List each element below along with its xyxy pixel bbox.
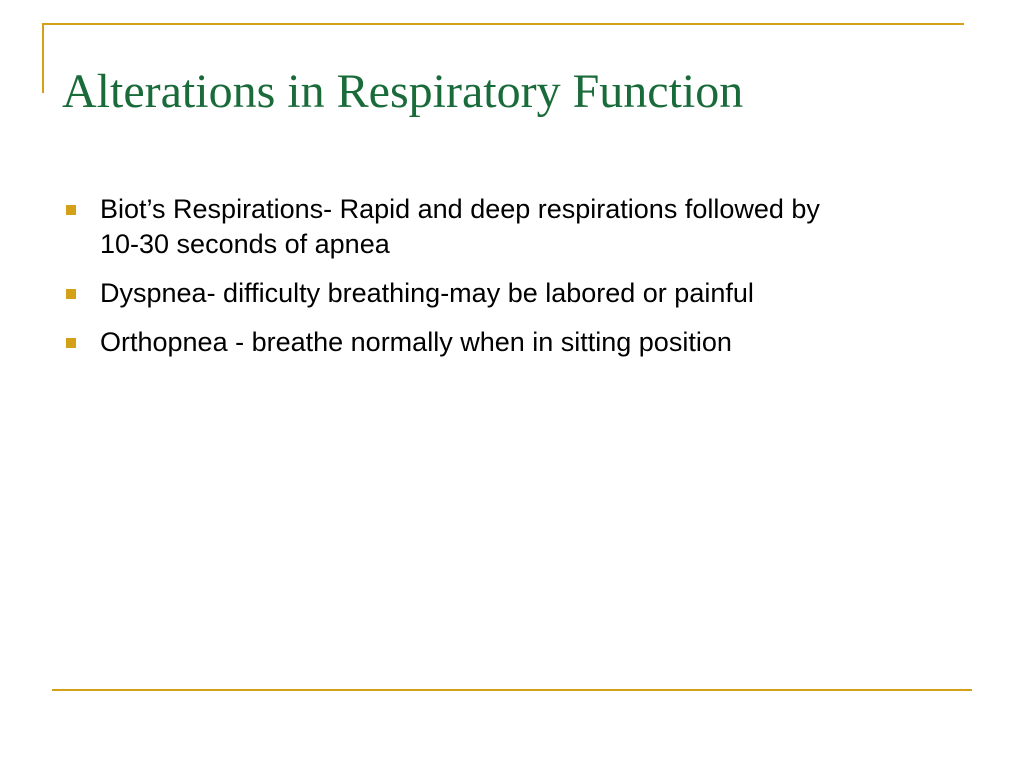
slide-title: Alterations in Respiratory Function bbox=[62, 65, 744, 118]
top-frame-line bbox=[42, 23, 964, 25]
bullet-text: Dyspnea- difficulty breathing-may be labored or painful bbox=[100, 278, 754, 309]
list-item bbox=[66, 192, 966, 262]
bullet-text: Orthopnea - breathe normally when in sitting position bbox=[100, 327, 732, 358]
left-frame-line bbox=[42, 23, 44, 93]
bullet-list bbox=[66, 192, 966, 374]
square-bullet-icon bbox=[66, 289, 76, 299]
bottom-frame-line bbox=[52, 689, 972, 691]
square-bullet-icon bbox=[66, 338, 76, 348]
list-item bbox=[66, 276, 966, 311]
bullet-text: Biot’s Respirations- Rapid and deep respirations followed by 10-30 seconds of apnea bbox=[100, 194, 820, 260]
list-item bbox=[66, 325, 966, 360]
square-bullet-icon bbox=[66, 205, 76, 215]
